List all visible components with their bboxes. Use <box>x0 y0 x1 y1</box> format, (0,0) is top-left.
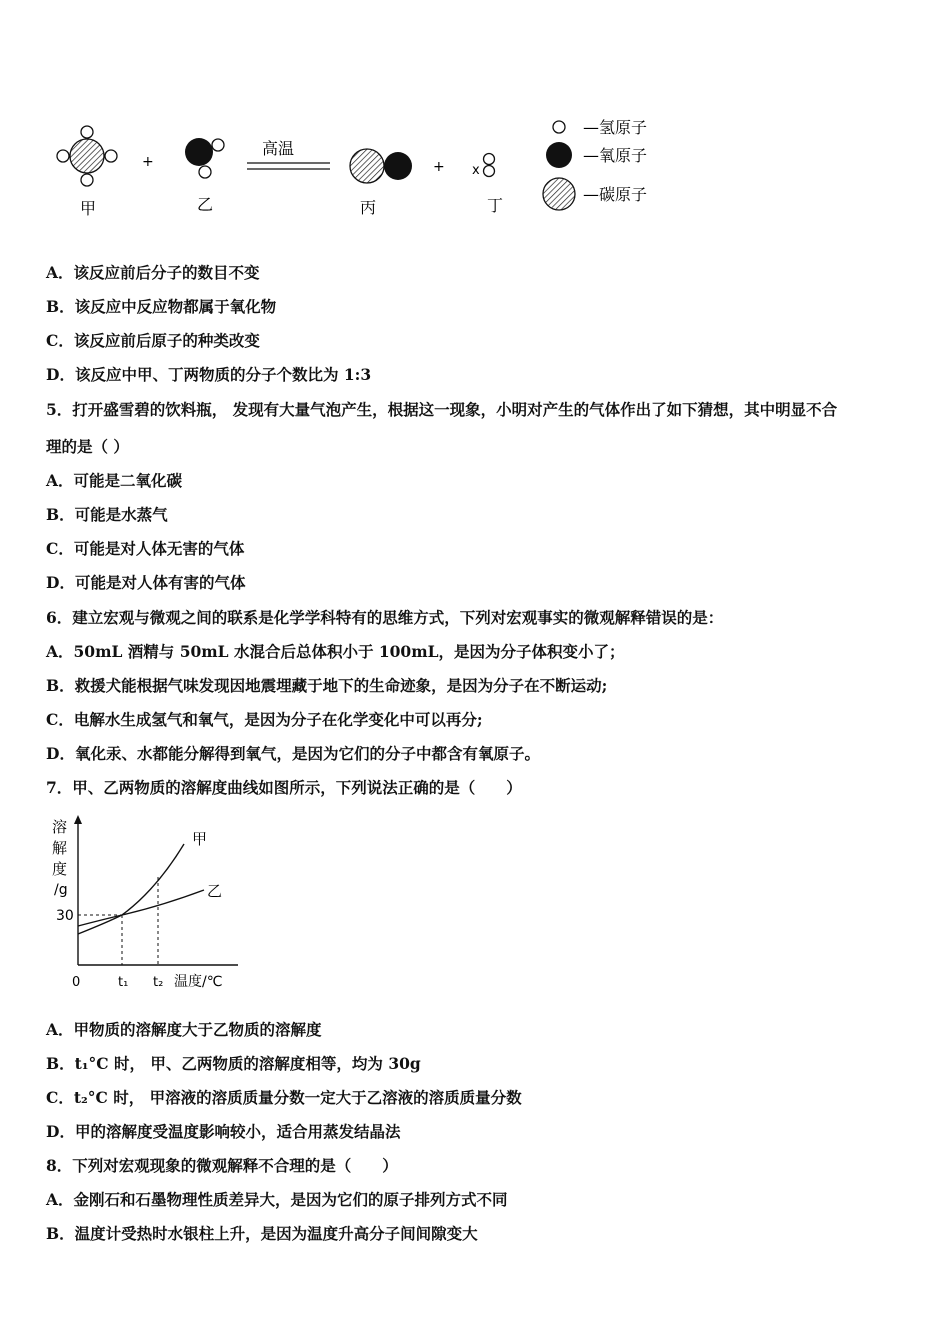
reaction-diagram <box>40 108 680 223</box>
q4-option-c: C．该反应前后原子的种类改变 <box>46 331 260 350</box>
label-ding: 丁 <box>487 196 504 215</box>
coefficient-x: x <box>472 163 480 178</box>
q4-option-a: A．该反应前后分子的数目不变 <box>46 263 260 282</box>
q4-option-d: D．该反应中甲、丁两物质的分子个数比为 1:3 <box>46 365 372 384</box>
oxygen-atom-icon <box>546 142 572 168</box>
y-label-3: 度 <box>52 860 68 878</box>
y-label-1: 溶 <box>52 818 68 836</box>
q5-option-b: B．可能是水蒸气 <box>46 505 168 524</box>
plus-sign: + <box>142 154 154 170</box>
q6-option-b: B．救援犬能根据气味发现因地震埋藏于地下的生命迹象，是因为分子在不断运动; <box>46 676 608 695</box>
q6-option-d: D．氧化汞、水都能分解得到氧气，是因为它们的分子中都含有氧原子。 <box>46 744 540 763</box>
q7-option-d: D．甲的溶解度受温度影响较小，适合用蒸发结晶法 <box>46 1122 401 1141</box>
y-tick-30: 30 <box>56 908 74 924</box>
y-label-4: /g <box>54 882 68 898</box>
x-label: 温度/℃ <box>174 974 223 990</box>
q8-stem: 8．下列对宏观现象的微观解释不合理的是（ ） <box>46 1156 398 1175</box>
y-axis-arrow <box>74 815 82 824</box>
x-tick-t2: t₂ <box>153 975 164 990</box>
y-label-2: 解 <box>52 839 68 857</box>
series-label-jia: 甲 <box>192 830 208 848</box>
molecule-jia <box>57 126 117 186</box>
legend-hydrogen: —氢原子 <box>583 118 648 137</box>
q7-option-a: A．甲物质的溶解度大于乙物质的溶解度 <box>46 1020 322 1039</box>
solubility-chart <box>46 812 246 997</box>
label-yi: 乙 <box>197 195 214 214</box>
q5-stem: 5．打开盛雪碧的饮料瓶， 发现有大量气泡产生，根据这一现象，小明对产生的气体作出了如下猜想，其中明显不合 <box>46 400 838 419</box>
reaction-condition: 高温 <box>262 139 295 158</box>
curve-yi <box>78 890 204 926</box>
q7-option-c: C．t₂°C 时， 甲溶液的溶质质量分数一定大于乙溶液的溶质质量分数 <box>46 1088 522 1107</box>
hydrogen-atom-icon <box>553 121 565 133</box>
q7-option-b: B．t₁°C 时， 甲、乙两物质的溶解度相等，均为 30g <box>46 1054 421 1073</box>
legend-oxygen: —氧原子 <box>583 146 648 165</box>
x-origin: 0 <box>72 975 81 990</box>
q6-stem: 6．建立宏观与微观之间的联系是化学学科特有的思维方式，下列对宏观事实的微观解释错误的是： <box>46 608 724 627</box>
q7-stem: 7．甲、乙两物质的溶解度曲线如图所示，下列说法正确的是（ ） <box>46 778 522 797</box>
legend-carbon: —碳原子 <box>583 185 648 204</box>
q5-option-d: D．可能是对人体有害的气体 <box>46 573 246 592</box>
q5-option-a: A．可能是二氧化碳 <box>46 471 183 490</box>
molecule-bing <box>350 149 412 183</box>
label-bing: 丙 <box>360 198 377 217</box>
molecule-ding <box>484 154 495 177</box>
q6-option-c: C．电解水生成氢气和氧气，是因为分子在化学变化中可以再分; <box>46 710 483 729</box>
q8-option-a: A．金刚石和石墨物理性质差异大，是因为它们的原子排列方式不同 <box>46 1190 508 1209</box>
q6-option-a: A．50mL 酒精与 50mL 水混合后总体积小于 100mL，是因为分子体积变小了； <box>46 642 625 661</box>
carbon-atom-icon <box>543 178 575 210</box>
q5-option-c: C．可能是对人体无害的气体 <box>46 539 245 558</box>
q8-option-b: B．温度计受热时水银柱上升，是因为温度升高分子间间隙变大 <box>46 1224 478 1243</box>
q4-option-b: B．该反应中反应物都属于氧化物 <box>46 297 277 316</box>
q5-stem-cont: 理的是（ ） <box>46 437 129 456</box>
curve-jia <box>78 844 184 934</box>
plus-sign: + <box>433 159 445 175</box>
label-jia: 甲 <box>80 199 97 218</box>
series-label-yi: 乙 <box>207 882 223 900</box>
molecule-yi <box>185 138 224 178</box>
x-tick-t1: t₁ <box>118 975 129 990</box>
legend <box>543 118 647 210</box>
